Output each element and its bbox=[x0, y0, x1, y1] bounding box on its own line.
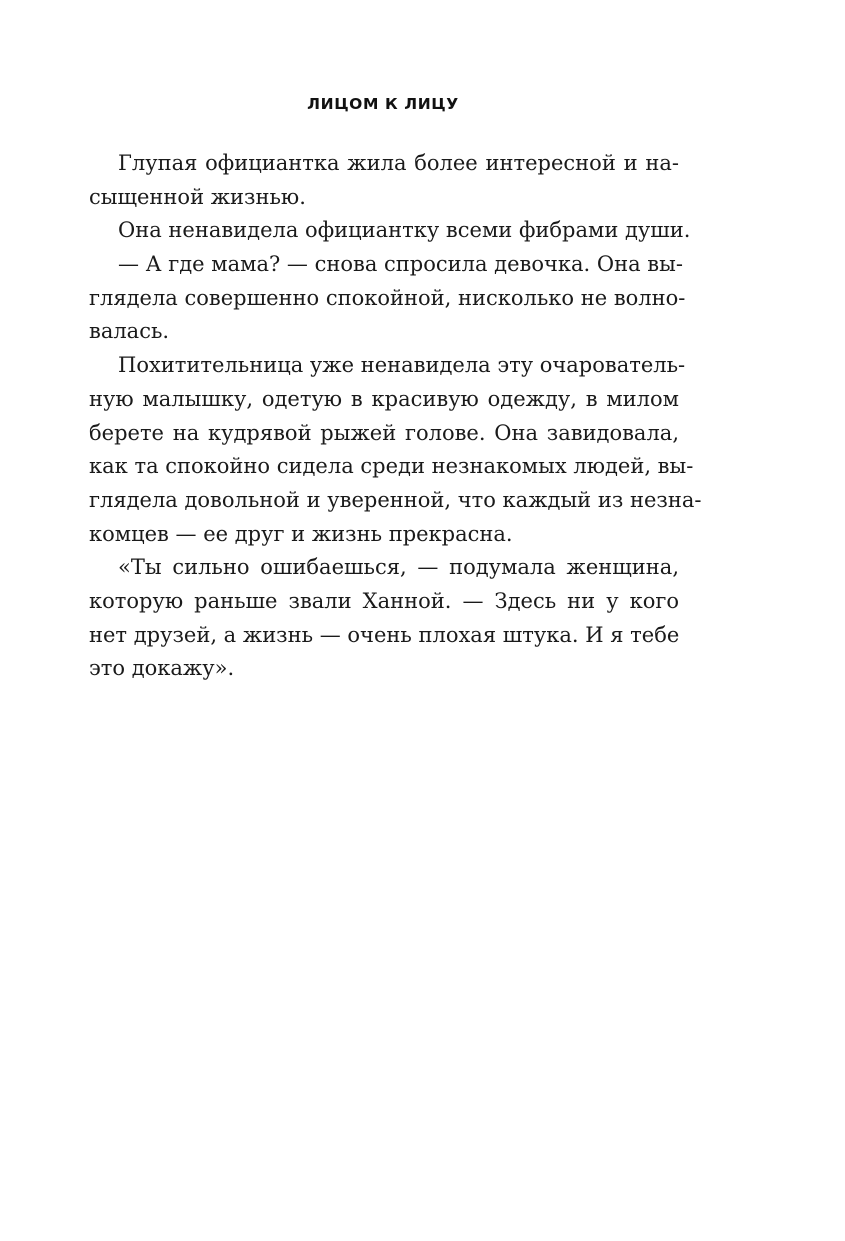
paragraph bbox=[89, 349, 702, 551]
text-line: которую раньше звали Ханной. — Здесь ни у кого bbox=[89, 588, 679, 613]
text-line: — А где мама? — снова спросила девочка. Она вы- bbox=[118, 252, 683, 277]
paragraph bbox=[89, 214, 691, 248]
paragraph bbox=[89, 551, 679, 686]
text-line: «Ты сильно ошибаешься, — подумала женщина, bbox=[118, 555, 679, 580]
text-line: как та спокойно сидела среди незнакомых людей, вы- bbox=[89, 454, 694, 479]
paragraph bbox=[89, 248, 686, 349]
text-line: Глупая официантка жила более интересной и на- bbox=[118, 151, 679, 175]
text-line: глядела довольной и уверенной, что каждый из незна- bbox=[89, 487, 702, 512]
text-line: ную малышку, одетую в красивую одежду, в милом bbox=[89, 386, 679, 411]
text-line: это докажу». bbox=[89, 656, 235, 681]
text-line: Она ненавидела официантку всеми фибрами души. bbox=[118, 218, 691, 243]
paragraph bbox=[89, 147, 679, 214]
text-line: сыщенной жизнью. bbox=[89, 184, 306, 209]
text-line: Похитительница уже ненавидела эту очарователь- bbox=[118, 353, 686, 378]
text-line: глядела совершенно спокойной, нисколько не волно- bbox=[89, 285, 686, 310]
body-text bbox=[89, 147, 702, 686]
running-head: ЛИЦОМ К ЛИЦУ bbox=[307, 95, 459, 113]
text-line: комцев — ее друг и жизнь прекрасна. bbox=[89, 521, 513, 546]
text-line: нет друзей, а жизнь — очень плохая штука. И я тебе bbox=[89, 622, 680, 647]
text-line: берете на кудрявой рыжей голове. Она завидовала, bbox=[89, 420, 679, 445]
text-line: валась. bbox=[89, 319, 170, 344]
